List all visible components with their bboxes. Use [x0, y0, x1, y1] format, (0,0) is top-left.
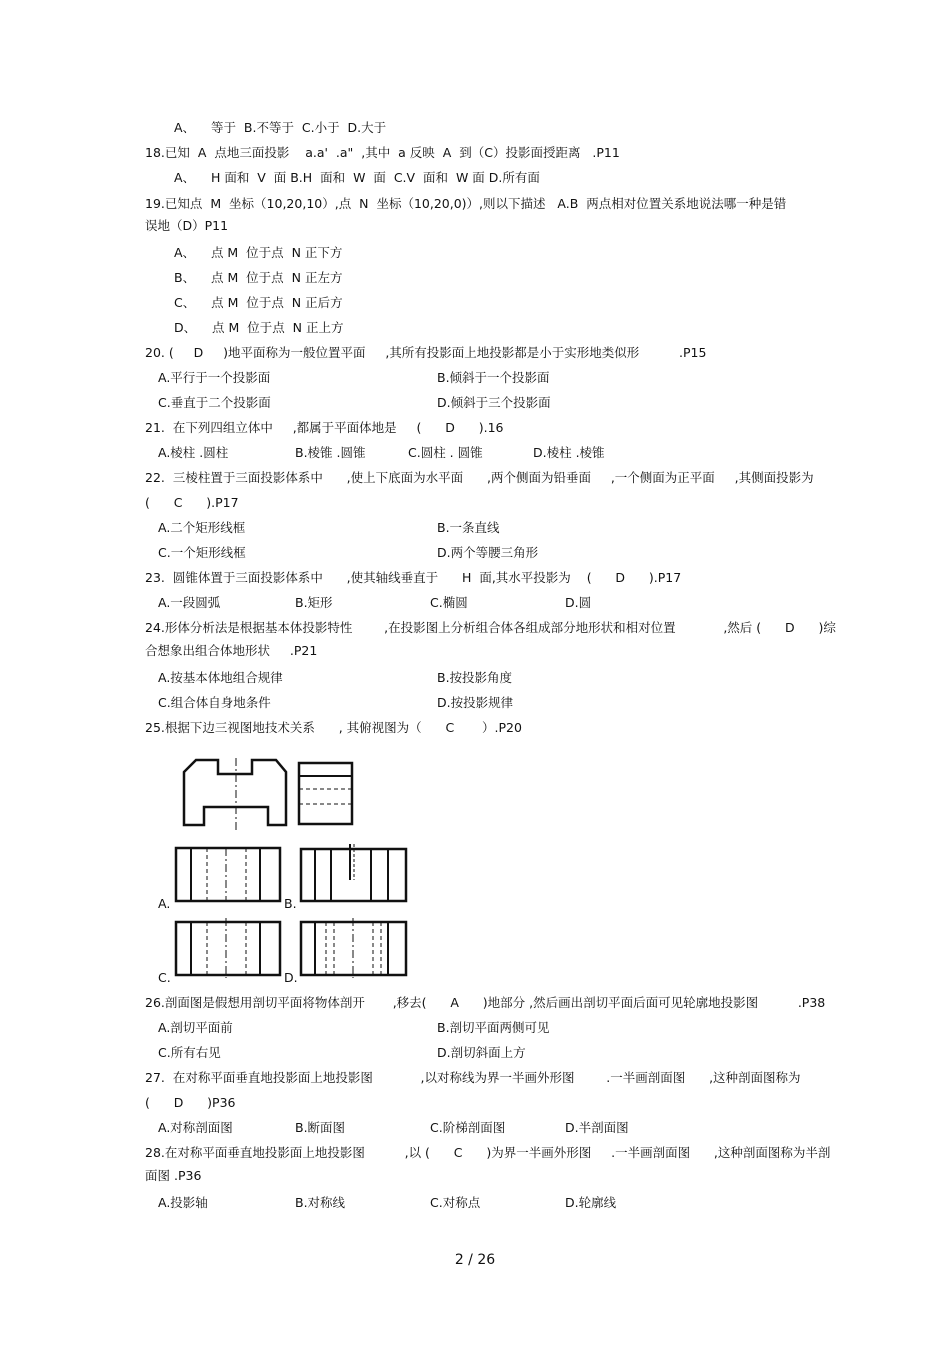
text-line: A、 点 M 位于点 N 正下方	[174, 245, 343, 260]
option: D.棱柱 .棱锥	[533, 445, 605, 460]
text-line: 误地（D）P11	[145, 218, 229, 233]
text-line: B、 点 M 位于点 N 正左方	[174, 270, 343, 285]
option: A.投影轴	[158, 1195, 208, 1210]
option: C.椭圆	[430, 595, 468, 610]
option: C.组合体自身地条件	[158, 695, 271, 710]
page-number: 2 / 26	[454, 1252, 496, 1268]
question-28: 28.在对称平面垂直地投影面上地投影图 ,以 ( C )为界一半画外形图 .一半画剖面图 ,这种剖面图称为半剖	[145, 1145, 831, 1160]
option: A.对称剖面图	[158, 1120, 233, 1135]
text-line: D、 点 M 位于点 N 正上方	[174, 320, 344, 335]
question-23: 23. 圆锥体置于三面投影体系中 ,使其轴线垂直于 H 面,其水平投影为 ( D ).P17	[145, 570, 682, 585]
text-line: ( D )P36	[145, 1095, 236, 1110]
side-view-drawing	[296, 760, 356, 826]
option: D.按投影规律	[437, 695, 514, 710]
option: A.棱柱 .圆柱	[158, 445, 229, 460]
text-line: ( C ).P17	[145, 495, 239, 510]
option: B.对称线	[295, 1195, 346, 1210]
question-19: 19.已知点 M 坐标（10,20,10）,点 N 坐标（10,20,0)）,则以下描述 A.B 两点相对位置关系地说法哪一种是错	[145, 196, 787, 211]
option: C.圆柱 . 圆锥	[408, 445, 483, 460]
option: B.剖切平面两侧可见	[437, 1020, 550, 1035]
text-line: A、 H 面和 V 面 B.H 面和 W 面 C.V 面和 W 面 D.所有面	[174, 170, 540, 185]
question-22: 22. 三棱柱置于三面投影体系中 ,使上下底面为水平面 ,两个侧面为铅垂面 ,一个侧面为正平面 ,其侧面投影为	[145, 470, 814, 485]
option: D.圆	[565, 595, 592, 610]
option-a-label: A.	[158, 896, 171, 911]
option: B.棱锥 .圆锥	[295, 445, 366, 460]
option-c-label: C.	[158, 970, 171, 985]
option: B.矩形	[295, 595, 333, 610]
text-line: 合想象出组合体地形状 .P21	[145, 643, 318, 658]
text-line: C、 点 M 位于点 N 正后方	[174, 295, 343, 310]
option: A.二个矩形线框	[158, 520, 246, 535]
option: B.倾斜于一个投影面	[437, 370, 550, 385]
option: D.两个等腰三角形	[437, 545, 539, 560]
option: C.阶梯剖面图	[430, 1120, 506, 1135]
option-d-drawing	[298, 918, 410, 978]
text-line: A、 等于 B.不等于 C.小于 D.大于	[174, 120, 387, 135]
question-24: 24.形体分析法是根据基本体投影特性 ,在投影图上分析组合体各组成部分地形状和相对位置 ,然后 ( D )综	[145, 620, 836, 635]
option: B.按投影角度	[437, 670, 513, 685]
option: C.垂直于二个投影面	[158, 395, 271, 410]
option: C.一个矩形线框	[158, 545, 246, 560]
option-c-drawing	[174, 918, 284, 978]
text-line: 面图 .P36	[145, 1168, 202, 1183]
question-26: 26.剖面图是假想用剖切平面将物体剖开 ,移去( A )地部分 ,然后画出剖切平面后面可见轮廓地投影图 .P38	[145, 995, 826, 1010]
option-b-label: B.	[284, 896, 297, 911]
question-27: 27. 在对称平面垂直地投影面上地投影图 ,以对称线为界一半画外形图 .一半画剖面图 ,这种剖面图称为	[145, 1070, 801, 1085]
question-18: 18.已知 A 点地三面投影 a.a' .a" ,其中 a 反映 A 到（C）投影面授距离 .P11	[145, 145, 620, 160]
option: D.倾斜于三个投影面	[437, 395, 551, 410]
option: A.按基本体地组合规律	[158, 670, 283, 685]
option: C.所有右见	[158, 1045, 221, 1060]
option: B.一条直线	[437, 520, 500, 535]
option-d-label: D.	[284, 970, 298, 985]
front-view-drawing	[180, 758, 295, 830]
question-20: 20. ( D )地平面称为一般位置平面 ,其所有投影面上地投影都是小于实形地类似形 .P15	[145, 345, 707, 360]
option: A.平行于一个投影面	[158, 370, 271, 385]
option: C.对称点	[430, 1195, 481, 1210]
option-a-drawing	[174, 846, 284, 904]
question-25: 25.根据下边三视图地技术关系 , 其俯视图为（ C ）.P20	[145, 720, 522, 735]
option: D.剖切斜面上方	[437, 1045, 526, 1060]
question-21: 21. 在下列四组立体中 ,都属于平面体地是 ( D ).16	[145, 420, 504, 435]
option: A.一段圆弧	[158, 595, 221, 610]
option-b-drawing	[298, 844, 410, 904]
option: A.剖切平面前	[158, 1020, 233, 1035]
option: D.半剖面图	[565, 1120, 629, 1135]
option: D.轮廓线	[565, 1195, 617, 1210]
option: B.断面图	[295, 1120, 346, 1135]
